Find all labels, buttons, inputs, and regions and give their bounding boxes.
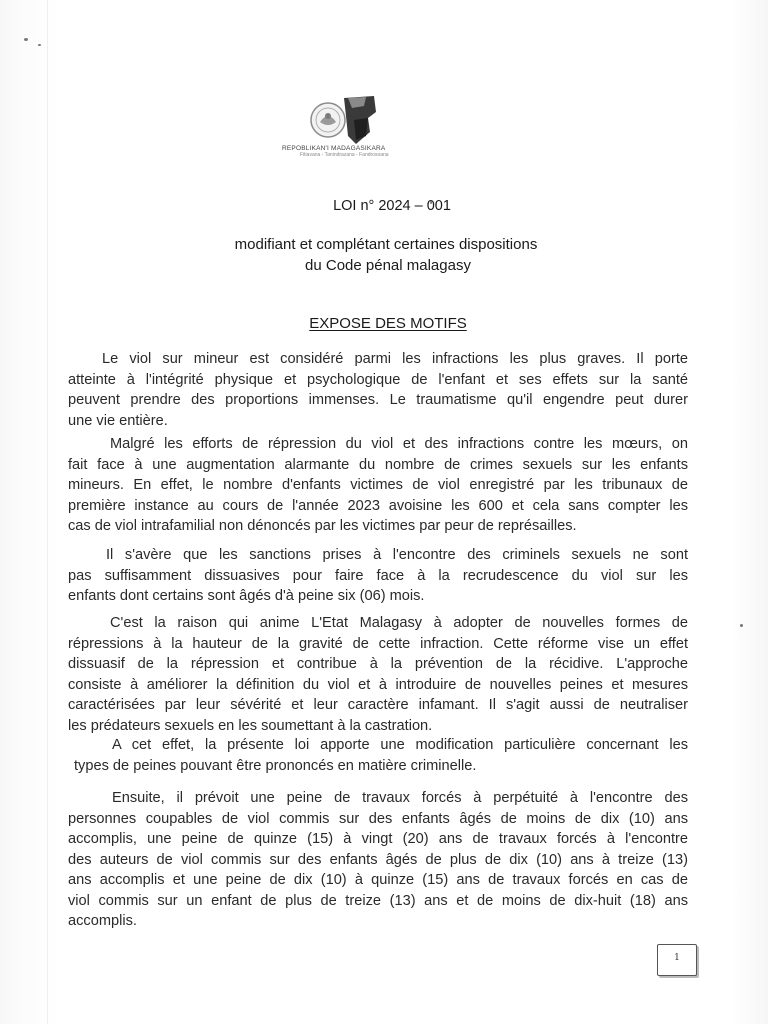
scan-speck — [38, 44, 41, 46]
paragraph-line: Le viol sur mineur est considéré parmi les infractions les plus graves. Il porte — [102, 351, 688, 367]
paragraph-line: caractérisées par leur sévérité et leur caractère infamant. Il s'agit aussi de neutraliser — [68, 697, 688, 713]
paragraph-line: Il s'avère que les sanctions prises à l'encontre des criminels sexuels ne sont — [106, 547, 688, 563]
paragraph-line: atteinte à l'intégrité physique et psychologique de l'enfant et ses effets sur la santé — [68, 371, 688, 388]
section-heading: EXPOSE DES MOTIFS — [309, 315, 467, 332]
paragraph-line: peuvent prendre des proportions immenses. Le traumatisme qu'il engendre peut durer — [68, 392, 688, 408]
paragraph-line: accomplis. — [68, 913, 137, 929]
paragraph — [68, 545, 688, 607]
paragraph-line: C'est la raison qui anime L'Etat Malagasy à adopter de nouvelles formes de — [110, 615, 688, 631]
paragraph-line: fait face à une augmentation alarmante du nombre de crimes sexuels sur les enfants — [68, 456, 688, 473]
law-subtitle-line-2: du Code pénal malagasy — [305, 257, 471, 274]
paragraph-line: pas suffisamment dissuasives pour faire face à la recrudescence du viol sur les — [68, 567, 688, 584]
paragraph — [68, 613, 688, 736]
scan-speck — [740, 624, 743, 627]
paragraph-line: première instance au cours de l'année 2023 avoisine les 600 et cela sans compter les — [68, 497, 688, 514]
paragraph-line: A cet effet, la présente loi apporte une modification particulière concernant les — [112, 737, 688, 753]
paragraph-line: viol commis sur un enfant de plus de treize (13) ans et de moins de dix-huit (18) ans — [68, 892, 688, 909]
paragraph-line: les prédateurs sexuels en les soumettant à la castration. — [68, 717, 433, 734]
paragraph-line: des auteurs de viol commis sur des enfants âgés de plus de dix (10) ans à treize (13) — [68, 851, 688, 868]
scan-margin-shadow — [47, 0, 48, 1024]
emblem-caption: REPOBLIKAN'I MADAGASIKARA — [282, 145, 386, 152]
page-number-box — [657, 944, 697, 976]
paragraph — [68, 788, 688, 932]
paragraph — [68, 735, 688, 776]
paragraph-line: mineurs. En effet, le nombre d'enfants victimes de viol enregistré par les tribunaux de — [68, 477, 688, 493]
paragraph-line: accomplis, une peine de quinze (15) à vingt (20) ans de travaux forcés à l'encontre — [68, 831, 688, 847]
paragraph-line: consiste à améliorer la définition du viol et à introduire de nouvelles peines et mesures — [68, 676, 688, 693]
law-subtitle-line-1: modifiant et complétant certaines dispositions — [234, 236, 538, 253]
paragraph — [68, 434, 688, 537]
emblem-motto: Fitiavana - Tanindrazana - Fandrosoana — [300, 152, 389, 158]
scan-speck — [24, 38, 28, 41]
paragraph-line: ans accomplis et une peine de dix (10) à quinze (15) ans de travaux forcés en cas de — [68, 872, 688, 888]
paragraph-line: cas de viol intrafamilial non dénoncés par les victimes par peur de représailles. — [68, 518, 577, 534]
paragraph-line: enfants dont certains sont âgés d'à peine six (06) mois. — [68, 588, 425, 604]
republic-emblem — [308, 92, 380, 148]
paragraph-line: dissuasif de la répression et contribue à la prévention de la récidive. L'approche — [68, 656, 688, 672]
law-number: LOI n° 2024 – 001 — [333, 198, 451, 214]
paragraph — [68, 349, 688, 431]
paragraph-line: une vie entière. — [68, 412, 168, 429]
paragraph-line: Malgré les efforts de répression du viol et des infractions contre les mœurs, on — [110, 436, 688, 452]
paragraph-line: types de peines pouvant être prononcés en matière criminelle. — [74, 757, 477, 774]
paragraph-line: répressions à la hauteur de la gravité de cette infraction. Cette réforme vise un effet — [68, 635, 688, 652]
page-number: 1 — [674, 953, 680, 963]
paragraph-line: personnes coupables de viol commis sur des enfants âgés de moins de dix (10) ans — [68, 810, 688, 827]
paragraph-line: Ensuite, il prévoit une peine de travaux forcés à perpétuité à l'encontre des — [112, 790, 688, 806]
